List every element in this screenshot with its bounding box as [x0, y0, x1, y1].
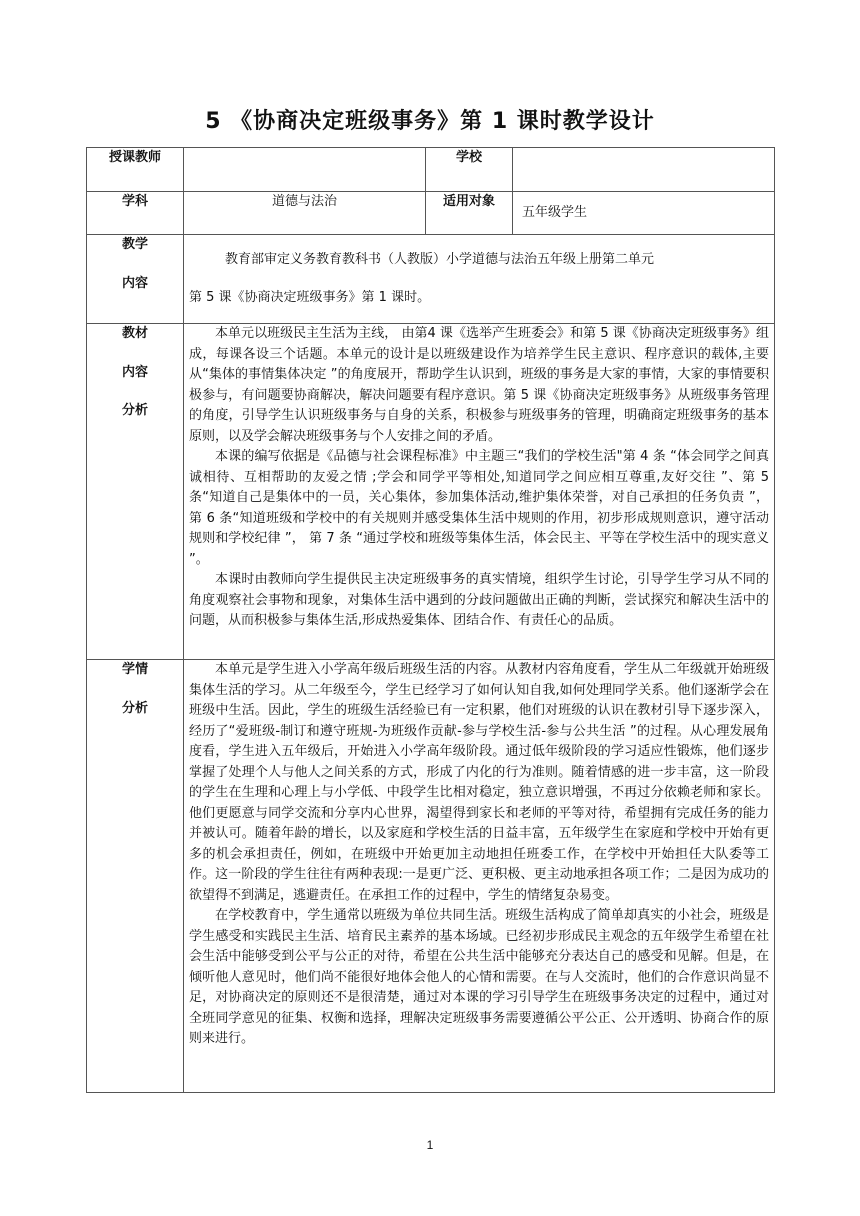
student-analysis-label [87, 660, 184, 1093]
textbook-label-line: 内容 [121, 364, 148, 380]
student-label-line: 分析 [121, 700, 148, 716]
student-label-line: 学情 [121, 662, 148, 677]
content-row [87, 235, 775, 324]
content-line: 教育部审定义务教育教科书（人教版）小学道德与法治五年级上册第二单元 [225, 251, 655, 267]
lesson-plan-table [86, 147, 775, 1093]
content-text [184, 235, 775, 324]
content-label-line: 内容 [121, 275, 148, 291]
document-title: 5 《协商决定班级事务》第 1 课时教学设计 [205, 109, 655, 134]
textbook-paragraph: 本课时由教师向学生提供民主决定班级事务的真实情境，组织学生讨论，引导学生学习从不同的角度观察社会事物和现象，对集体生活中遇到的分歧问题做出正确的判断，尝试探究和解决生活中的问题，从而积极参与集体生活,形成热爱集体、团结合作、有责任心的品质。 [189, 572, 769, 628]
teacher-value [184, 148, 426, 192]
teacher-row [87, 148, 775, 192]
subject-row [87, 192, 775, 235]
audience-label: 适用对象 [426, 192, 513, 235]
student-paragraph: 在学校教育中，学生通常以班级为单位共同生活。班级生活构成了简单却真实的小社会，班级是学生感受和实践民主生活、培育民主素养的基本场域。已经初步形成民主观念的五年级学生希望在社会生活中能够受到公平与公正的对待，希望在公共生活中能够充分表达自己的感受和见解。但是，在倾听他人意见时，他们尚不能很好地体会他人的心情和需要。在与人交流时，他们的合作意识尚显不足，对协商决定的原则还不是很清楚，通过对本课的学习引导学生在班级事务决定的过程中，通过对全班同学意见的征集、权衡和选择，理解决定班级事务需要遵循公平公正、公开透明、协商合作的原则来进行。 [189, 908, 769, 1046]
textbook-paragraph: 本单元以班级民主生活为主线， 由第4 课《选举产生班委会》和第 5 课《协商决定班级事务》组成，每课各设三个话题。本单元的设计是以班级建设作为培养学生民主意识、程序意识的载体,主要从“集体的事情集体决定 ”的角度展开，帮助学生认识到，班级的事务是大家的事情，大家的事情要积极参与，有问题要协商解决，解决问题要有程序意识。第 5 课《协商决定班级事务》从班级事务管理的角度，引导学生认识班级事务与自身的关系，积极参与班级事务的管理，明确商定班级事务的基本原则，以及学会解决班级事务与个人安排之间的矛盾。 [189, 326, 769, 444]
audience-value: 五年级学生 [513, 192, 775, 235]
textbook-label-line: 分析 [121, 403, 148, 418]
textbook-analysis-row [87, 324, 775, 660]
school-value [513, 148, 775, 192]
textbook-analysis-text [184, 324, 775, 660]
textbook-label-line: 教材 [121, 326, 148, 341]
student-analysis-text [184, 660, 775, 1093]
subject-value: 道德与法治 [184, 192, 426, 235]
student-paragraph: 本单元是学生进入小学高年级后班级生活的内容。从教材内容角度看，学生从二年级就开始班级集体生活的学习。从二年级至今，学生已经学习了如何认知自我,如何处理同学关系。他们逐渐学会在班级中生活。因此，学生的班级生活经验已有一定积累，他们对班级的认识在教材引导下逐步深入，经历了“爱班级-制订和遵守班规-为班级作贡献-参与学校生活-参与公共生活 ”的过程。从心理发展角度看，学生进入五年级后，开始进入小学高年级阶段。通过低年级阶段的学习适应性锻炼，他们逐步掌握了处理个人与他人之间关系的方式，形成了内化的行为准则。随着情感的进一步丰富，这一阶段的学生在生理和心理上与小学低、中段学生比相对稳定，独立意识增强，不再过分依赖老师和家长。他们更愿意与同学交流和分享内心世界，渴望得到家长和老师的平等对待，希望拥有完成任务的能力并被认可。随着年龄的增长，以及家庭和学校生活的日益丰富，五年级学生在家庭和学校中开始有更多的机会承担责任，例如，在班级中开始更加主动地担任班委工作，在学校中开始担任大队委等工作。这一阶段的学生往往有两种表现:一是更广泛、更积极、更主动地承担各项工作；二是因为成功的欲望得不到满足，逃避责任。在承担工作的过程中，学生的情绪复杂易变。 [189, 662, 769, 903]
subject-label: 学科 [87, 192, 184, 235]
textbook-paragraph: 本课的编写依据是《品德与社会课程标准》中主题三“我们的学校生活"第 4 条 “体会同学之间真诚相待、互相帮助的友爱之情 ;学会和同学平等相处,知道同学之间应相互尊重,友好交往 ”、第 5 条“知道自己是集体中的一员，关心集体，参加集体活动,维护集体荣誉，对自己承担的任务负责 ”，第 6 条“知道班级和学校中的有关规则并感受集体生活中规则的作用，初步形成规则意识，遵守活动规则和学校纪律 ”， 第 7 条 “通过学校和班级等集体生活，体会民主、平等在学校生活中的现实意义 ”。 [189, 449, 769, 567]
teacher-label: 授课教师 [87, 148, 184, 192]
school-label: 学校 [426, 148, 513, 192]
content-line: 第 5 课《协商决定班级事务》第 1 课时。 [189, 290, 431, 305]
content-label-line: 教学 [121, 237, 148, 252]
page-number: 1 [426, 1138, 434, 1152]
content-label [87, 235, 184, 324]
student-analysis-row [87, 660, 775, 1093]
textbook-analysis-label [87, 324, 184, 660]
